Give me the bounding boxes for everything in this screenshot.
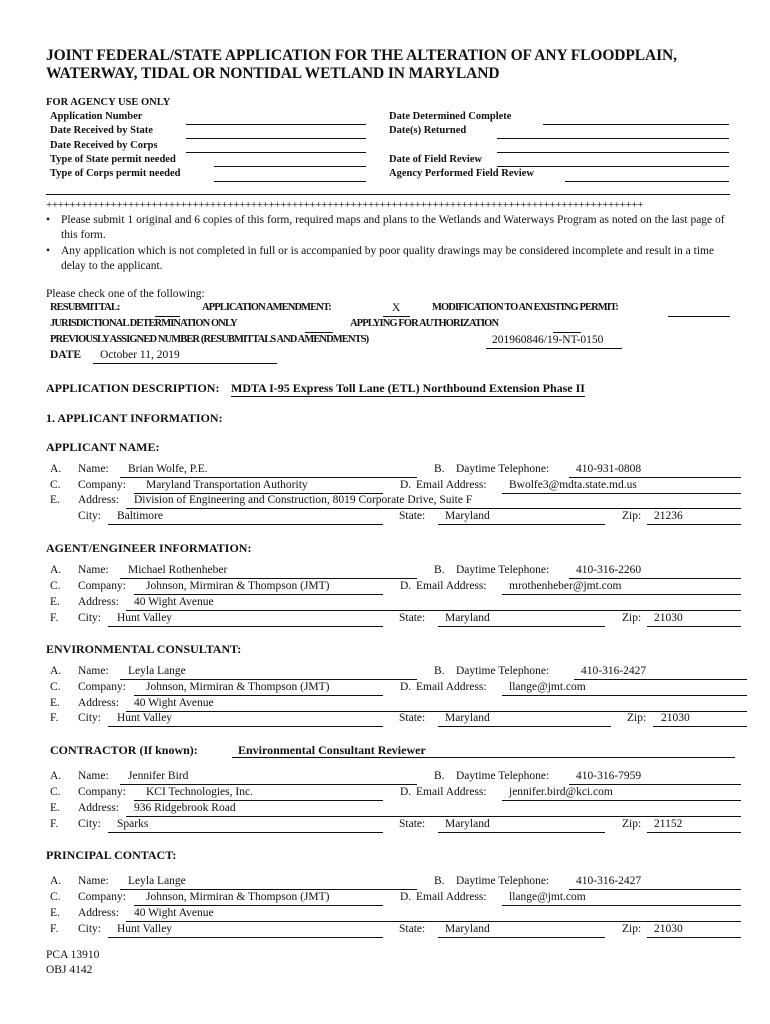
agency-use-heading: FOR AGENCY USE ONLY [46,97,171,108]
applying-checkbox[interactable] [553,332,581,333]
contractor-address-label: Address: [78,802,119,814]
contractor-letter-d: D. [400,786,412,798]
previously-assigned-field[interactable] [486,348,622,349]
contractor-letter-a: A. [50,770,62,782]
modification-checkbox[interactable] [668,316,730,317]
contractor-name-label: Name: [78,770,109,782]
contractor-city-value: Sparks [117,818,149,830]
bullet-dot-1: • [46,214,51,226]
principal-name-field[interactable] [120,889,417,890]
form-title-line-1: JOINT FEDERAL/STATE APPLICATION FOR THE ALTERATION OF ANY FLOODPLAIN, [46,47,677,64]
agent-letter-d: D. [400,580,412,592]
applicant-phone-value: 410-931-0808 [576,463,642,475]
contractor-heading-value: Environmental Consultant Reviewer [238,743,426,757]
consultant-phone-field[interactable] [574,679,747,680]
contractor-zip-field[interactable] [647,832,741,833]
principal-state-field[interactable] [438,937,605,938]
consultant-letter-a: A. [50,665,62,677]
agent-email-value: mrothenheber@jmt.com [509,580,622,592]
applicant-email-field[interactable] [502,493,741,494]
date-value: October 11, 2019 [100,349,180,361]
agent-zip-field[interactable] [647,626,741,627]
corps-permit-type-label: Type of Corps permit needed [50,168,181,179]
principal-company-value: Johnson, Mirmiran & Thompson (JMT) [146,891,330,903]
principal-letter-d: D. [400,891,412,903]
agency-field-review-label: Agency Performed Field Review [389,168,534,179]
contractor-address-value: 936 Ridgebrook Road [134,802,236,814]
agent-city-value: Hunt Valley [117,612,173,624]
applicant-city-value: Baltimore [117,510,163,522]
applicant-name-value: Brian Wolfe, P.E. [128,463,208,475]
consultant-address-value: 40 Wight Avenue [134,697,214,709]
agent-zip-label: Zip: [622,612,642,624]
section-1-heading: 1. APPLICANT INFORMATION: [46,411,223,425]
footer-pca-code: PCA 13910 [46,949,100,961]
contractor-company-value: KCI Technologies, Inc. [146,786,253,798]
applicant-email-value: Bwolfe3@mdta.state.md.us [509,479,637,491]
contractor-state-label: State: [399,818,426,830]
consultant-city-field[interactable] [108,726,383,727]
consultant-name-value: Leyla Lange [128,665,186,677]
agent-letter-c: C. [50,580,61,592]
contractor-zip-label: Zip: [622,818,642,830]
applicant-city-field[interactable] [108,524,383,525]
principal-phone-field[interactable] [569,889,741,890]
consultant-address-field[interactable] [126,711,747,712]
consultant-phone-value: 410-316-2427 [581,665,647,677]
consultant-state-field[interactable] [438,726,611,727]
consultant-letter-d: D. [400,681,412,693]
consultant-zip-field[interactable] [653,726,747,727]
date-received-state-label: Date Received by State [50,125,153,136]
date-received-corps-label: Date Received by Corps [50,140,158,151]
agent-zip-value: 21030 [654,612,683,624]
previously-assigned-value: 201960846/19-NT-0150 [492,334,604,346]
contractor-name-field[interactable] [120,784,417,785]
instruction-bullet-1 [46,213,726,243]
modification-label: MODIFICATION TO AN EXISTING PERMIT: [432,302,618,313]
agency-field-review-field[interactable] [565,181,729,182]
applicant-heading: APPLICANT NAME: [46,440,160,454]
principal-email-value: llange@jmt.com [509,891,586,903]
applicant-phone-field[interactable] [569,477,741,478]
check-one-prompt: Please check one of the following: [46,288,205,300]
contractor-phone-value: 410-316-7959 [576,770,642,782]
consultant-name-field[interactable] [120,679,417,680]
agent-address-value: 40 Wight Avenue [134,596,214,608]
amendment-checkbox[interactable] [383,316,410,317]
amendment-check-mark: X [392,302,401,314]
date-field[interactable] [93,363,277,364]
principal-city-label: City: [78,923,102,935]
consultant-letter-c: C. [50,681,61,693]
principal-heading: PRINCIPAL CONTACT: [46,848,177,862]
agent-letter-e: E. [50,596,60,608]
consultant-heading: ENVIRONMENTAL CONSULTANT: [46,642,242,656]
contractor-city-field[interactable] [108,832,383,833]
agent-letter-b: B. [434,564,445,576]
principal-letter-f: F. [50,923,59,935]
applicant-letter-c: C. [50,479,61,491]
agent-state-value: Maryland [445,612,490,624]
contractor-name-value: Jennifer Bird [128,770,189,782]
consultant-state-label: State: [399,712,426,724]
principal-letter-a: A. [50,875,62,887]
form-title [46,47,677,83]
consultant-address-label: Address: [78,697,119,709]
agent-heading: AGENT/ENGINEER INFORMATION: [46,541,252,555]
resubmittal-checkbox[interactable] [155,316,180,317]
agent-city-field[interactable] [108,626,383,627]
agent-letter-a: A. [50,564,62,576]
contractor-state-field[interactable] [438,832,605,833]
agent-phone-value: 410-316-2260 [576,564,642,576]
principal-zip-field[interactable] [647,937,741,938]
agent-phone-label: Daytime Telephone: [456,564,550,576]
agent-address-label: Address: [78,596,119,608]
contractor-address-field[interactable] [126,816,741,817]
jurisdictional-label: JURISDICTIONAL DETERMINATION ONLY [50,318,237,329]
date-determined-complete-field[interactable] [543,124,729,125]
applicant-letter-e: E. [50,494,60,506]
consultant-letter-b: B. [434,665,445,677]
applicant-city-label: City: [78,510,102,522]
principal-name-label: Name: [78,875,109,887]
agent-name-value: Michael Rothenheber [128,564,228,576]
agent-name-field[interactable] [120,578,417,579]
consultant-letter-f: F. [50,712,59,724]
principal-city-value: Hunt Valley [117,923,173,935]
date-label: DATE [50,349,82,361]
consultant-zip-label: Zip: [627,712,647,724]
contractor-letter-b: B. [434,770,445,782]
contractor-letter-c: C. [50,786,61,798]
applicant-letter-a: A. [50,463,62,475]
application-description-value: MDTA I-95 Express Toll Lane (ETL) Northbound Extension Phase II [231,381,585,395]
principal-zip-value: 21030 [654,923,683,935]
consultant-state-value: Maryland [445,712,490,724]
agent-letter-f: F. [50,612,59,624]
consultant-city-label: City: [78,712,102,724]
contractor-letter-f: F. [50,818,59,830]
dates-returned-field-2[interactable] [497,152,729,153]
application-description-label: APPLICATION DESCRIPTION: [46,381,220,395]
applicant-letter-b: B. [434,463,445,475]
instruction-bullet-2-text: Any application which is not completed in full or is accompanied by poor quality drawings may be considered incomplete and result in a time delay to the applicant. [61,245,715,272]
state-permit-type-label: Type of State permit needed [50,154,176,165]
principal-company-label: Company: [78,891,126,903]
resubmittal-label: RESUBMITTAL: [50,302,120,313]
dates-returned-field[interactable] [497,138,729,139]
consultant-email-label: Email Address: [416,681,487,693]
principal-company-field[interactable] [134,905,383,906]
contractor-letter-e: E. [50,802,60,814]
agent-company-field[interactable] [134,594,383,595]
principal-letter-c: C. [50,891,61,903]
applicant-state-field[interactable] [438,524,605,525]
agent-state-label: State: [399,612,426,624]
form-title-line-2: WATERWAY, TIDAL OR NONTIDAL WETLAND IN MARYLAND [46,65,500,82]
consultant-company-value: Johnson, Mirmiran & Thompson (JMT) [146,681,330,693]
applicant-company-label: Company: [78,479,126,491]
contractor-email-label: Email Address: [416,786,487,798]
applicant-state-value: Maryland [445,510,490,522]
principal-phone-value: 410-316-2427 [576,875,642,887]
principal-address-value: 40 Wight Avenue [134,907,214,919]
contractor-city-label: City: [78,818,102,830]
dates-returned-label: Date(s) Returned [389,125,467,136]
applying-label: APPLYING FOR AUTHORIZATION [350,318,499,329]
agent-phone-field[interactable] [569,578,741,579]
date-received-corps-field[interactable] [186,152,366,153]
application-number-label: Application Number [50,111,143,122]
agency-divider [46,194,730,195]
agent-company-label: Company: [78,580,126,592]
applicant-phone-label: Daytime Telephone: [456,463,550,475]
principal-letter-e: E. [50,907,60,919]
agent-state-field[interactable] [438,626,605,627]
applicant-email-label: Email Address: [416,479,487,491]
contractor-email-field[interactable] [502,800,741,801]
principal-letter-b: B. [434,875,445,887]
application-number-field[interactable] [186,124,366,125]
bullet-dot-2: • [46,245,51,257]
principal-zip-label: Zip: [622,923,642,935]
consultant-zip-value: 21030 [661,712,690,724]
principal-name-value: Leyla Lange [128,875,186,887]
contractor-company-field[interactable] [134,800,383,801]
consultant-letter-e: E. [50,697,60,709]
applicant-name-field[interactable] [120,477,417,478]
consultant-name-label: Name: [78,665,109,677]
date-field-review-field[interactable] [497,166,729,167]
contractor-state-value: Maryland [445,818,490,830]
date-received-state-field[interactable] [186,138,366,139]
previously-assigned-label: PREVIOUSLY ASSIGNED NUMBER (RESUBMITTALS AND AMENDMENTS) [50,334,369,345]
principal-address-field[interactable] [126,921,741,922]
state-permit-type-field[interactable] [214,166,366,167]
agent-city-label: City: [78,612,102,624]
applicant-address-value: Division of Engineering and Construction, 8019 Corporate Drive, Suite F [134,494,473,506]
consultant-email-value: llange@jmt.com [509,681,586,693]
instruction-bullet-2 [46,244,726,274]
corps-permit-type-field[interactable] [214,181,366,182]
contractor-phone-label: Daytime Telephone: [456,770,550,782]
applicant-address-field[interactable] [126,508,741,509]
contractor-phone-field[interactable] [569,784,741,785]
agent-name-label: Name: [78,564,109,576]
date-determined-complete-label: Date Determined Complete [389,111,512,122]
consultant-city-value: Hunt Valley [117,712,173,724]
applicant-name-label: Name: [78,463,109,475]
principal-state-label: State: [399,923,426,935]
plus-separator: ++++++++++++++++++++++++++++++++++++++++++++++++++++++++++++++++++++++++++++++++++++++++++++++++++++++ [46,199,644,211]
consultant-company-label: Company: [78,681,126,693]
applicant-company-value: Maryland Transportation Authority [146,479,308,491]
principal-phone-label: Daytime Telephone: [456,875,550,887]
applicant-zip-label: Zip: [622,510,642,522]
consultant-email-field[interactable] [502,695,747,696]
amendment-label: APPLICATION AMENDMENT: [202,302,331,313]
agent-company-value: Johnson, Mirmiran & Thompson (JMT) [146,580,330,592]
footer-obj-code: OBJ 4142 [46,964,93,976]
date-field-review-label: Date of Field Review [389,154,483,165]
principal-city-field[interactable] [108,937,383,938]
contractor-email-value: jennifer.bird@kci.com [509,786,613,798]
contractor-company-label: Company: [78,786,126,798]
applicant-zip-value: 21236 [654,510,683,522]
principal-address-label: Address: [78,907,119,919]
applicant-address-label: Address: [78,494,119,506]
agent-email-field[interactable] [502,594,741,595]
agent-email-label: Email Address: [416,580,487,592]
principal-email-field[interactable] [502,905,741,906]
applicant-zip-field[interactable] [647,524,741,525]
principal-state-value: Maryland [445,923,490,935]
contractor-zip-value: 21152 [654,818,683,830]
applicant-letter-d: D. [400,479,412,491]
consultant-company-field[interactable] [134,695,383,696]
jurisdictional-checkbox[interactable] [305,332,333,333]
applicant-state-label: State: [399,510,426,522]
contractor-heading: CONTRACTOR (If known): [50,743,198,757]
consultant-phone-label: Daytime Telephone: [456,665,550,677]
principal-email-label: Email Address: [416,891,487,903]
instruction-bullet-1-text: Please submit 1 original and 6 copies of this form, required maps and plans to the Wetlands and Waterways Program as noted on the last page of this form. [61,214,725,241]
agent-address-field[interactable] [126,610,741,611]
